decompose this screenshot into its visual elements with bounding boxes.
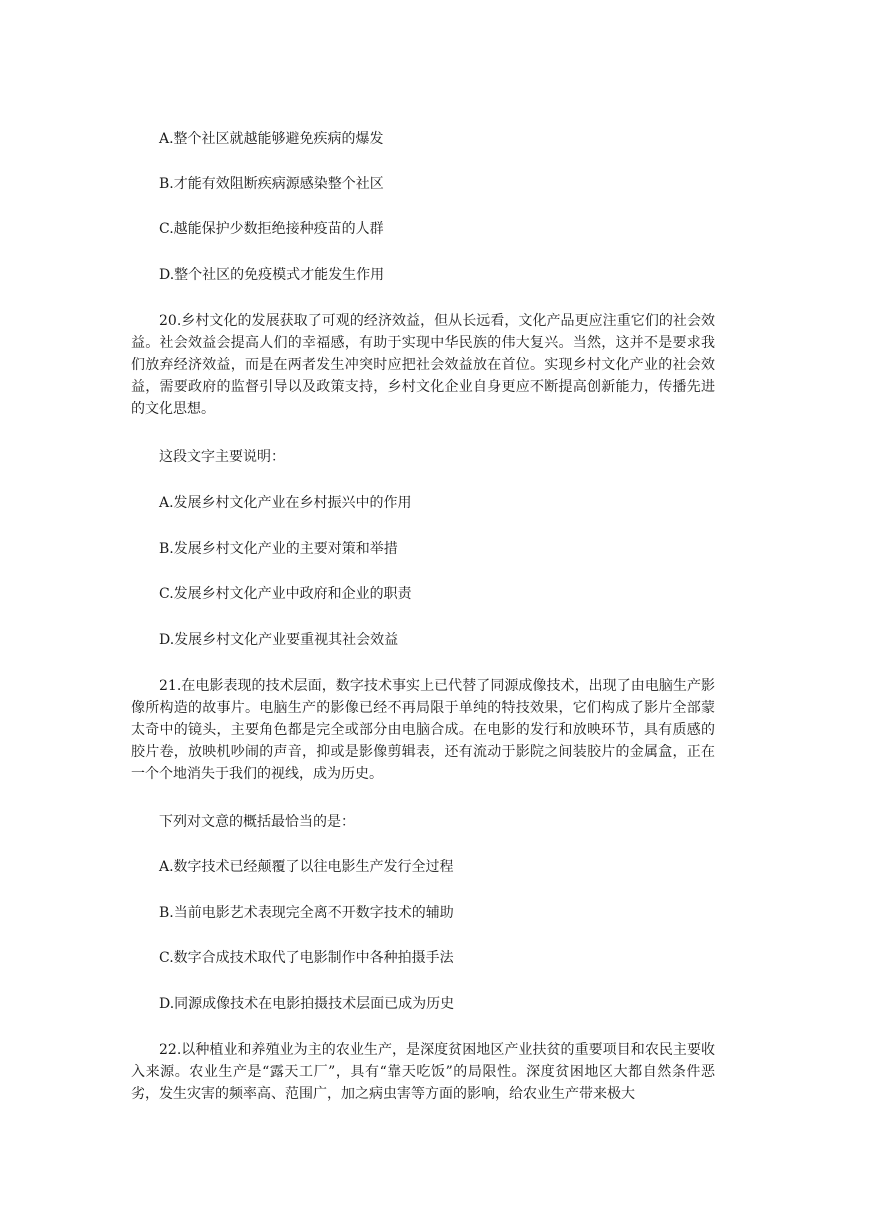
q19-option-d: D.整个社区的免疫模式才能发生作用: [159, 267, 385, 283]
q21-option-b: B.当前电影艺术表现完全离不开数字技术的辅助: [159, 905, 454, 921]
q22-passage: 22.以种植业和养殖业为主的农业生产，是深度贫困地区产业扶贫的重要项目和农民主要收入来源。农业生产是“露天工厂”，具有“靠天吃饭”的局限性。深度贫困地区大都自然条件恶劣，发生灾害的频率高、范围广，加之病虫害等方面的影响，给农业生产带来极大: [131, 1042, 715, 1102]
q19-option-c: C.越能保护少数拒绝接种疫苗的人群: [159, 221, 384, 237]
q20-option-d: D.发展乡村文化产业要重视其社会效益: [159, 632, 399, 648]
q21-option-c: C.数字合成技术取代了电影制作中各种拍摄手法: [159, 950, 454, 966]
q19-option-b: B.才能有效阻断疾病源感染整个社区: [159, 176, 384, 192]
q20-option-a: A.发展乡村文化产业在乡村振兴中的作用: [159, 495, 412, 511]
q19-option-a: A.整个社区就越能够避免疾病的爆发: [159, 131, 384, 147]
q20-option-c: C.发展乡村文化产业中政府和企业的职责: [159, 586, 412, 602]
q21-passage: 21.在电影表现的技术层面，数字技术事实上已代替了同源成像技术，出现了由电脑生产影像所构造的故事片。电脑生产的影像已经不再局限于单纯的特技效果，它们构成了影片全部蒙太奇中的镜头，主要角色都是完全或部分由电脑合成。在电影的发行和放映环节，具有质感的胶片卷，放映机吵闹的声音，抑或是影像剪辑表，还有流动于影院之间装胶片的金属盒，正在一个个地消失于我们的视线，成为历史。: [131, 678, 715, 782]
q20-passage: 20.乡村文化的发展获取了可观的经济效益，但从长远看，文化产品更应注重它们的社会效益。社会效益会提高人们的幸福感，有助于实现中华民族的伟大复兴。当然，这并不是要求我们放弃经济效益，而是在两者发生冲突时应把社会效益放在首位。实现乡村文化产业的社会效益，需要政府的监督引导以及政策支持，乡村文化企业自身更应不断提高创新能力，传播先进的文化思想。: [131, 313, 715, 417]
q21-question: 下列对文意的概括最恰当的是：: [159, 814, 355, 830]
q21-option-d: D.同源成像技术在电影拍摄技术层面已成为历史: [159, 996, 455, 1012]
q20-option-b: B.发展乡村文化产业的主要对策和举措: [159, 541, 398, 557]
q21-option-a: A.数字技术已经颠覆了以往电影生产发行全过程: [159, 859, 454, 875]
q20-question: 这段文字主要说明：: [159, 449, 285, 465]
